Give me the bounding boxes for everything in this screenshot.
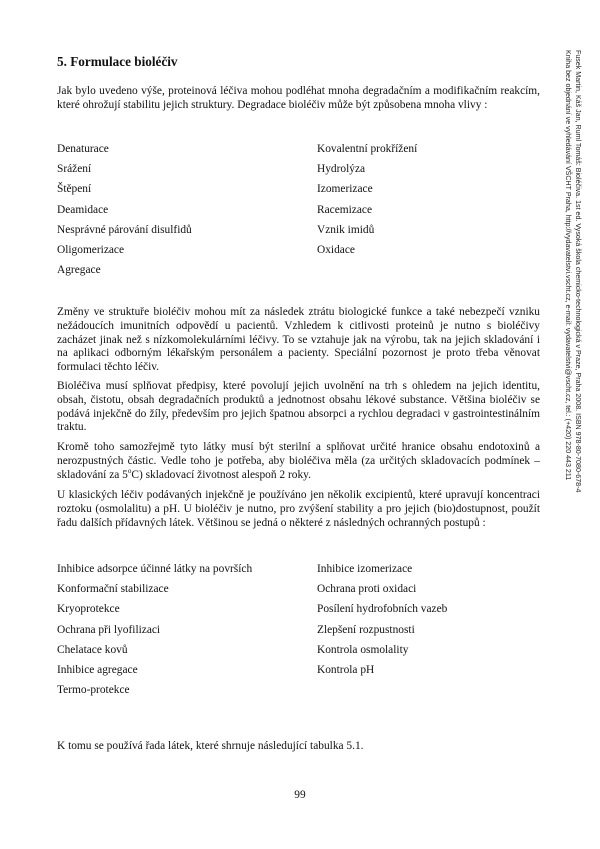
citation-line: Kniha bez objednání ve vyhledávání VŠCHT Praha, http://vydavatelstvi.vscht.cz, e-mail: vydavatelstvi@vscht.cz, tel.: (+420) 220 443 211 — [564, 50, 572, 481]
list-item: Ochrana při lyofilizaci — [57, 623, 161, 636]
protection-list — [57, 563, 540, 704]
excipients-paragraph: U klasických léčiv podávaných injekčně je používáno jen několik excipientů, které upravují koncentraci roztoku (osmolalitu) a pH. U bioléčiv je nutno, pro zvýšení stability a pro jejich (bio)dostupnost, použít řadu dalších přídavných látek. Většinou se jedná o některé z následných ochranných postupů : — [57, 489, 540, 529]
list-item: Inhibice adsorpce účinné látky na površích — [57, 563, 253, 575]
list-item: Izomerizace — [317, 183, 373, 196]
list-item: Inhibice agregace — [57, 663, 138, 676]
closing-paragraph: K tomu se používá řada látek, které shrnuje následující tabulka 5.1. — [57, 740, 364, 752]
list-row — [57, 264, 540, 284]
list-item: Inhibice izomerizace — [317, 563, 413, 575]
citation-margin-note — [563, 50, 583, 492]
sterility-paragraph — [57, 441, 540, 482]
list-item: Oxidace — [317, 243, 355, 256]
page-number: 99 — [294, 789, 306, 801]
degradation-list — [57, 143, 540, 284]
list-item: Kovalentní prokřížení — [317, 143, 418, 155]
list-item: Kryoprotekce — [57, 603, 120, 616]
intro-paragraph: Jak bylo uvedeno výše, proteinová léčiva mohou podléhat mnoha degradačním a modifikačním reakcím, které ohrožují stabilitu jejich struktury. Degradace bioléčiv může být způsobena mnoha vlivy : — [57, 85, 540, 111]
list-row — [57, 684, 540, 704]
list-item: Ochrana proti oxidaci — [317, 583, 417, 596]
list-row — [57, 143, 540, 163]
list-item: Nesprávné párování disulfidů — [57, 223, 192, 236]
list-row — [57, 224, 540, 244]
list-item: Kontrola pH — [317, 663, 375, 676]
list-row — [57, 624, 540, 644]
list-item: Zlepšení rozpustnosti — [317, 623, 415, 636]
list-item: Racemizace — [317, 203, 373, 216]
sterility-text-start: Kromě toho samozřejmě tyto látky musí být sterilní a splňovat určité hranice obsahu endotoxinů a nerozpustných částic. Vedle toho je potřeba, aby bioléčiva měla (za určitých skladovacích podmínek – skladování za 5 — [57, 441, 540, 481]
list-item: Posílení hydrofobních vazeb — [317, 603, 448, 616]
list-row — [57, 603, 540, 623]
list-row — [57, 163, 540, 183]
list-item: Vznik imidů — [317, 223, 375, 236]
list-item: Oligomerizace — [57, 243, 125, 256]
sterility-text-end: C) skladovací životnost alespoň 2 roky. — [131, 468, 311, 481]
list-item: Srážení — [57, 163, 92, 176]
list-item: Hydrolýza — [317, 163, 366, 176]
list-row — [57, 644, 540, 664]
list-row — [57, 204, 540, 224]
degree-superscript: o — [127, 466, 132, 475]
regulation-paragraph: Bioléčiva musí splňovat předpisy, které povolují jejich uvolnění na trh s ohledem na jejich identitu, obsah, čistotu, obsah degradačních produktů a jednotnost obsahu lékové substance. Většina bioléčiv se podává injekčně do žíly, především pro jejich špatnou absorpci a rychlou degradaci v gastrointestinálním traktu. — [57, 380, 540, 434]
list-row — [57, 583, 540, 603]
list-item: Deamidace — [57, 203, 109, 216]
list-item: Agregace — [57, 264, 101, 277]
list-item: Štěpení — [57, 183, 92, 196]
section-heading: 5. Formulace bioléčiv — [57, 54, 178, 69]
list-item: Konformační stabilizace — [57, 583, 169, 596]
list-item: Kontrola osmolality — [317, 643, 409, 656]
list-row — [57, 563, 540, 583]
list-item: Chelatace kovů — [57, 643, 128, 656]
structure-changes-paragraph: Změny ve struktuře bioléčiv mohou mít za následek ztrátu biologické funkce a také nebezpečí vzniku nežádoucích imunitních odpovědí u pacientů. Vzhledem k citlivosti proteinů je nutno s bioléčivy zacházet jinak než s nízkomolekulárními léčivy. To se vztahuje jak na výrobu, tak na jejich skladování i na aplikaci odborným lékařským personálem a pacienty. Speciální pozornost je proto třeba věnovat formulaci těchto léčiv. — [57, 306, 540, 374]
list-row — [57, 244, 540, 264]
list-item: Denaturace — [57, 143, 109, 155]
list-row — [57, 183, 540, 203]
list-row — [57, 664, 540, 684]
list-item: Termo-protekce — [57, 684, 130, 697]
citation-line: Fusek Martin, Káš Jan, Ruml Tomáš: Bioléčiva. 1st ed. Vysoká škola chemicko-technologická v Praze, Praha 2008. ISBN 978-80-7080-678-4 — [574, 50, 582, 493]
